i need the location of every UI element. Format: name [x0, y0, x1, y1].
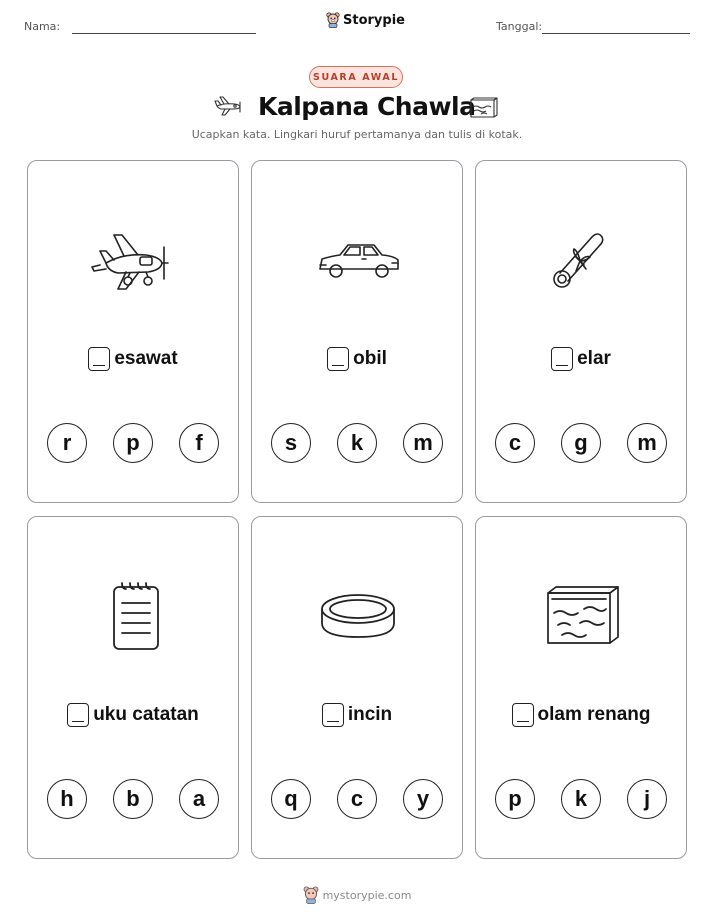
letter-choices	[495, 423, 667, 463]
partial-word: olam renang	[537, 704, 651, 725]
word-prompt	[476, 347, 686, 371]
worksheet-header	[0, 0, 714, 50]
word-card	[475, 516, 687, 859]
partial-word: uku catatan	[93, 704, 199, 725]
footer-url[interactable]: mystorypie.com	[322, 888, 412, 902]
partial-word: incin	[347, 704, 393, 725]
answer-box[interactable]	[512, 703, 534, 727]
word-card	[251, 160, 463, 503]
pool-icon	[532, 579, 632, 654]
airplane-icon	[84, 223, 184, 298]
ring-icon	[308, 579, 408, 654]
letter-choice[interactable]: j	[627, 779, 667, 819]
letter-choice[interactable]: a	[179, 779, 219, 819]
partial-word: esawat	[114, 348, 178, 369]
letter-choice[interactable]: y	[403, 779, 443, 819]
partial-word: elar	[577, 348, 611, 369]
notebook-icon	[84, 579, 184, 654]
letter-choice[interactable]: g	[561, 423, 601, 463]
letter-choices	[47, 779, 219, 819]
date-label: Tanggal:	[496, 20, 543, 33]
word-prompt	[252, 703, 462, 727]
word-prompt	[476, 703, 686, 727]
footer	[0, 886, 714, 904]
word-card	[251, 516, 463, 859]
letter-choice[interactable]: q	[271, 779, 311, 819]
letter-choice[interactable]: c	[337, 779, 377, 819]
letter-choice[interactable]: h	[47, 779, 87, 819]
name-label: Nama:	[24, 20, 61, 33]
letter-choices	[495, 779, 667, 819]
word-card	[27, 516, 239, 859]
letter-choice[interactable]: f	[179, 423, 219, 463]
letter-choices	[271, 423, 443, 463]
bear-mascot-icon	[303, 886, 319, 904]
letter-choices	[47, 423, 219, 463]
word-card	[27, 160, 239, 503]
answer-box[interactable]	[67, 703, 89, 727]
answer-box[interactable]	[551, 347, 573, 371]
letter-choice[interactable]: k	[337, 423, 377, 463]
answer-box[interactable]	[88, 347, 110, 371]
category-badge: SUARA AWAL	[309, 66, 403, 88]
letter-choice[interactable]: k	[561, 779, 601, 819]
airplane-icon	[213, 94, 245, 118]
letter-choice[interactable]: p	[113, 423, 153, 463]
partial-word: obil	[353, 348, 387, 369]
title-row	[0, 92, 714, 124]
answer-box[interactable]	[322, 703, 344, 727]
brand-name: Storypie	[343, 12, 405, 28]
pool-icon	[468, 95, 500, 119]
letter-choice[interactable]: s	[271, 423, 311, 463]
answer-box[interactable]	[327, 347, 349, 371]
page-title: Kalpana Chawla	[258, 92, 476, 121]
scroll-icon	[532, 223, 632, 298]
instructions: Ucapkan kata. Lingkari huruf pertamanya dan tulis di kotak.	[191, 128, 523, 141]
date-field-line[interactable]	[542, 33, 690, 34]
word-prompt	[252, 347, 462, 371]
brand-logo	[326, 12, 405, 28]
letter-choice[interactable]: m	[403, 423, 443, 463]
bear-mascot-icon	[326, 12, 340, 28]
car-icon	[308, 223, 408, 298]
letter-choice[interactable]: b	[113, 779, 153, 819]
name-field-line[interactable]	[72, 33, 256, 34]
word-prompt	[28, 703, 238, 727]
word-card	[475, 160, 687, 503]
letter-choice[interactable]: c	[495, 423, 535, 463]
letter-choice[interactable]: m	[627, 423, 667, 463]
letter-choices	[271, 779, 443, 819]
letter-choice[interactable]: p	[495, 779, 535, 819]
word-prompt	[28, 347, 238, 371]
letter-choice[interactable]: r	[47, 423, 87, 463]
